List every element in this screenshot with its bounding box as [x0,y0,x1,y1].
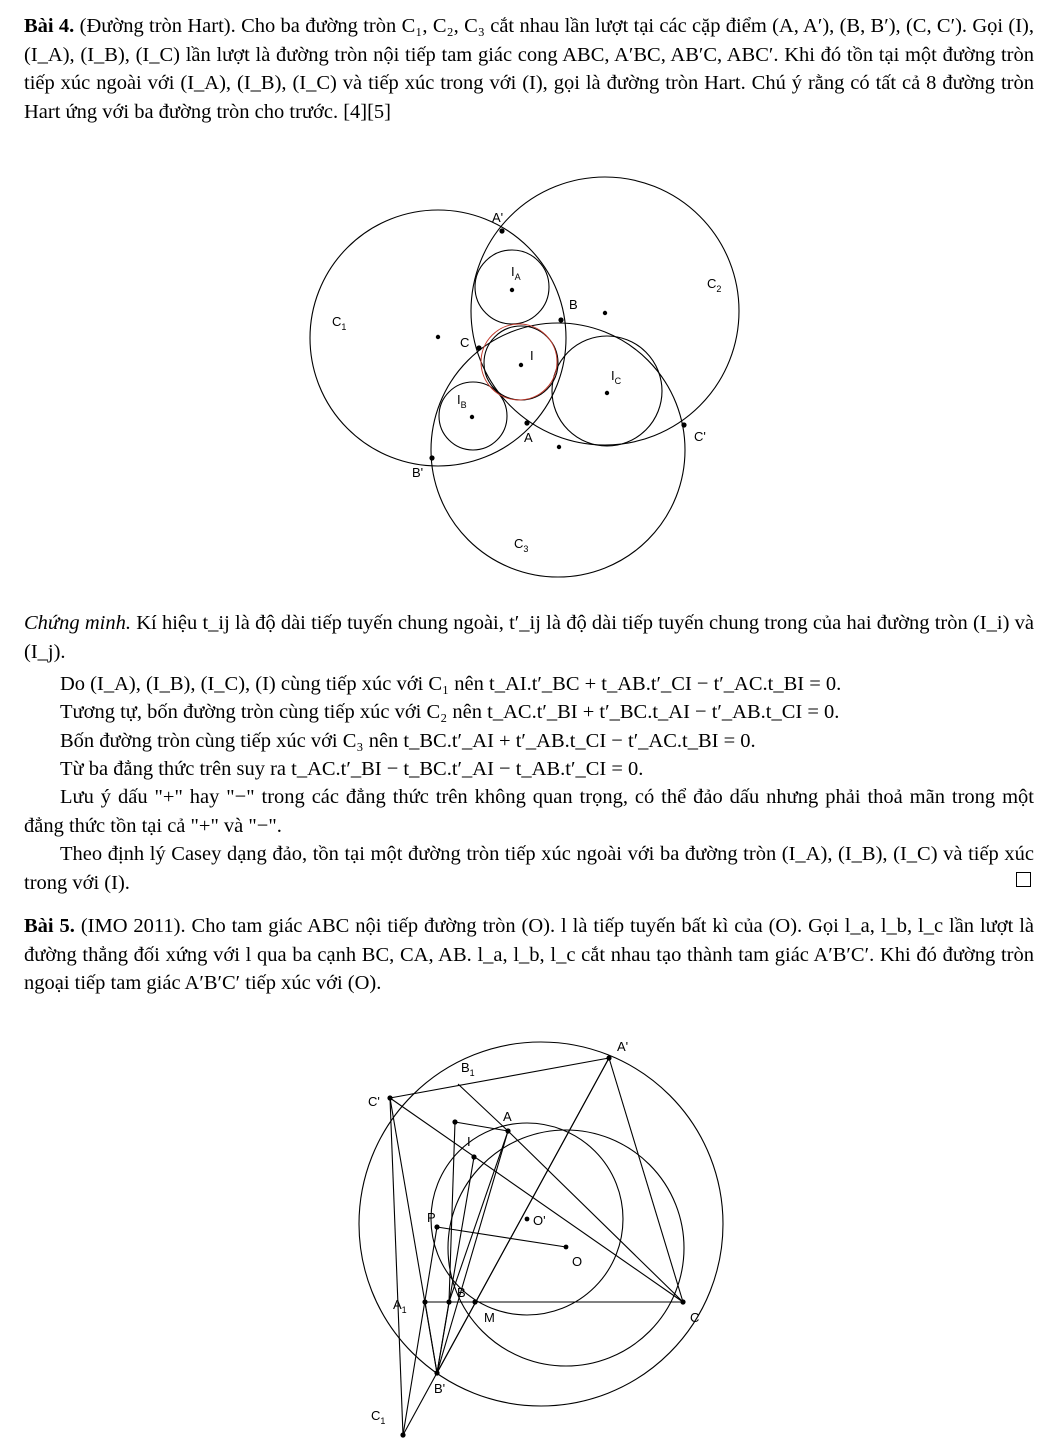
label-c-prime: C' [694,429,706,444]
label-c-2: C [690,1310,700,1325]
point-ia [510,288,514,292]
label-a-prime: A' [492,210,504,225]
point-ic [605,391,609,395]
problem4-heading: Bài 4. [24,15,75,37]
point-c1 [400,1432,405,1437]
label-c2: $C_2$ [707,276,722,294]
label-o-prime: O' [533,1213,546,1228]
label-c3: $C_3$ [514,536,529,554]
label-i: I [530,348,534,363]
point-o [564,1245,569,1250]
line-a-b [449,1131,508,1302]
point-c-2 [680,1299,685,1304]
point-o1 [436,335,440,339]
point-b-prime-2 [434,1370,439,1375]
label-b-2: B [457,1285,466,1300]
label-b: B [569,297,578,312]
label-p: P [427,1210,436,1225]
problem5-text: (IMO 2011). Cho tam giác ABC nội tiếp đường tròn (O). l là tiếp tuyến bất kì của (O). Gọi l_a, l_b, l_c lần lượt là đường thẳng đối xứng với l qua ba cạnh BC, CA, AB. l_a, l_b, l_c cắt nhau tạo thành tam giác A′B′C′. Khi đó đường tròn ngoại tiếp tam giác A′B′C′ tiếp xúc với (O). [24,915,1034,994]
proof-label: Chứng minh. [24,612,131,634]
hart-circle [481,324,557,400]
line-c-prime-c [390,1098,683,1302]
proof-line-5: Lưu ý dấu "+" hay "−" trong các đẳng thức trên không quan trọng, có thể đảo dấu nhưng phải thoả mãn trong một đẳng thức tồn tại cả "+" và "−". [24,786,1034,837]
label-a-2: A [503,1109,512,1124]
hart-circle-figure [0,0,1050,600]
problem5-statement [24,912,1034,998]
label-m: M [484,1310,495,1325]
point-a-prime [499,228,504,233]
point-b-2 [446,1299,451,1304]
point-c-prime-2 [387,1095,392,1100]
label-a: A [524,430,533,445]
qed-symbol [1016,872,1031,887]
point-a-2 [505,1128,510,1133]
point-c [476,345,481,350]
proof-intro [24,609,1034,666]
point-o-prime [525,1217,530,1222]
problem4-text: (Đường tròn Hart). Cho ba đường tròn C₁, C₂, C₃ cắt nhau lần lượt tại các cặp điểm (A, A′), (B, B′), (C, C′). Gọi (I), (I_A), (I_B), (I_C) lần lượt là đường tròn nội tiếp tam giác cong ABC, A′BC, AB′C, ABC′. Khi đó tồn tại một đường tròn tiếp xúc ngoài với (I_A), (I_B), (I_C) và tiếp xúc trong với (I), gọi là đường tròn Hart. Chú ý rằng có tất cả 8 đường tròn Hart ứng với ba đường tròn cho trước. [24,15,1035,123]
point-a-prime-2 [606,1055,611,1060]
point-a [524,420,529,425]
label-c1: $C_1$ [332,314,347,332]
label-c: C [460,335,470,350]
point-b [558,317,563,322]
point-ib [470,415,474,419]
circle-ia [475,250,549,324]
point-a1 [422,1299,427,1304]
label-ic: $I_C$ [611,368,622,386]
label-ia: $I_A$ [511,264,521,282]
point-o3 [557,445,561,449]
line-p-o [437,1227,566,1247]
line-c-prime-a-prime [390,1058,609,1098]
line-c-prime-c1 [390,1098,403,1435]
proof-intro-text: Kí hiệu t_ij là độ dài tiếp tuyến chung ngoài, t′_ij là độ dài tiếp tuyến chung trong của hai đường tròn (I_i) và (I_j). [24,612,1034,663]
problem4-refs: [4][5] [343,100,392,123]
label-b-prime-2: B' [434,1381,446,1396]
label-c1-2: $C_1$ [371,1408,386,1426]
point-i-2 [471,1154,476,1159]
label-o: O [572,1254,583,1269]
label-ib: $I_B$ [457,392,467,410]
label-a1: $A_1$ [393,1297,407,1315]
point-m [472,1299,477,1304]
point-b-prime [429,455,434,460]
label-i-2: I [467,1134,471,1149]
proof-line-4: Từ ba đẳng thức trên suy ra t_AC.t′_BI − t_BC.t′_AI − t_AB.t′_CI = 0. [60,758,644,780]
point-aux [452,1119,457,1124]
proof-line-6: Theo định lý Casey dạng đảo, tồn tại một đường tròn tiếp xúc ngoài với ba đường tròn (I_A), (I_B), (I_C) và tiếp xúc trong với (I). [24,843,1034,894]
problem5-heading: Bài 5. [24,915,75,937]
point-o2 [603,311,607,315]
label-c-prime-2: C' [368,1094,380,1109]
imo2011-figure [0,1000,1050,1452]
line-a1-b-prime [425,1302,437,1373]
label-b1: $B_1$ [461,1060,475,1078]
point-p [434,1224,439,1229]
point-i [519,363,523,367]
point-c-prime [681,422,686,427]
label-b-prime: B' [412,465,424,480]
proof-line-2: Tương tự, bốn đường tròn cùng tiếp xúc với C₂ nên t_AC.t′_BI + t′_BC.t_AI − t′_AB.t_CI = 0. [60,701,840,723]
label-a-prime-2: A' [617,1039,629,1054]
proof-line-1: Do (I_A), (I_B), (I_C), (I) cùng tiếp xúc với C₁ nên t_AI.t′_BC + t_AB.t′_CI − t′_AC.t_BI = 0. [60,673,842,695]
proof-line-3: Bốn đường tròn cùng tiếp xúc với C₃ nên t_BC.t′_AI + t′_AB.t_CI − t′_AC.t_BI = 0. [60,730,756,752]
